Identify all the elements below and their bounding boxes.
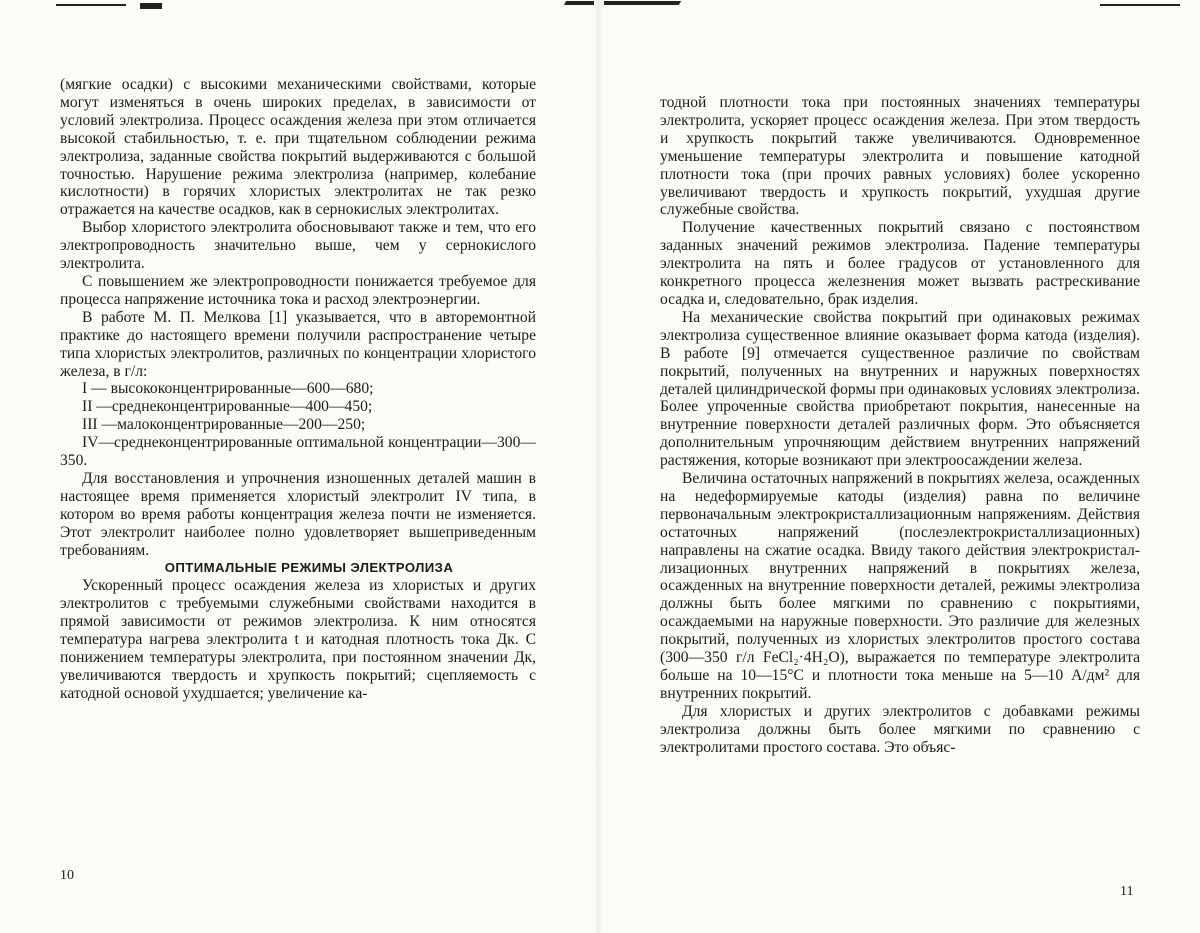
list-item: I — высококонцентрированные—600—680; <box>82 380 374 398</box>
list-item: III —малоконцентрированные—200—250; <box>82 416 366 434</box>
page-number: 10 <box>60 868 74 883</box>
right-text-column <box>660 94 1140 757</box>
body-paragraph: Получение качественных покрытий связано с постоянством заданных значений режимов электролиза. Падение температуры электролита на пять и более градусов от установленного для конкретного процесса железнения может вызвать растрескивание осадка и, следовательно, брак изделия. <box>660 219 1140 308</box>
body-paragraph: Для хлористых и других электролитов с добавками режимы электролиза должны быть более мягкими по сравнению с электролитами простого состава. Это объяс- <box>660 702 1140 756</box>
body-paragraph: Для восстановления и упрочнения изношенных деталей машин в настоящее время применяется хлористый электролит IV типа, в котором во время работы концентрация железа почти не изменяется. Этот электролит наиболее полно удовлетворяет вышеприведенным требованиям. <box>60 469 536 559</box>
list-item: II —среднеконцентрированные—400—450; <box>82 398 373 416</box>
right-page <box>600 0 1200 933</box>
body-paragraph: С повышением же электропроводности понижается требуемое для процесса напряжение источника тока и расход электроэнергии. <box>60 272 536 308</box>
page-number: 11 <box>1120 884 1134 899</box>
body-paragraph: Ускоренный процесс осаждения железа из хлористых и других электролитов с требуемыми служебными свойствами находится в прямой зависимости от режимов электролиза. К ним относятся температура нагрева электролита t и катодная плотность тока Дк. С понижением температуры электролита, при постоянном значении Дк, увеличиваются твердость и хрупкость покрытий; сцепляемость с катодной основой ухудшается; увеличение ка- <box>60 577 536 702</box>
section-heading: ОПТИМАЛЬНЫЕ РЕЖИМЫ ЭЛЕКТРОЛИЗА <box>164 560 454 576</box>
body-paragraph: Выбор хлористого электролита обосновывают также и тем, что его электропроводность значительно выше, чем у сернокислого электролита. <box>60 219 536 273</box>
body-paragraph: (мягкие осадки) с высокими механическими свойствами, которые могут изменяться в очень широких пределах, в зависимости от условий электролиза. Процесс осаждения железа при этом отличается высокой стабильностью, т. е. при тщательном соблюдении режима электролиза, заданные свойства покрытий выдерживаются с большой точностью. Нарушение режима электролиза (например, колебание кислотности) в горячих хлористых электролитах не так резко отражается на качестве осадков, как в сернокислых электролитах. <box>60 76 536 219</box>
body-paragraph: В работе М. П. Мелкова [1] указывается, что в авторемонтной практике до настоящего времени получили распространение четыре типа хлористых электролитов, различных по концентрации хлористого железа, в г/л: <box>60 308 536 380</box>
body-paragraph: На механические свойства покрытий при одинаковых режимах электролиза существенное влияние оказывает форма катода (изделия). В работе [9] отмечается существенное различие по свойствам покрытий, полученных на внутренних и наружных поверхностях деталей цилиндрической формы при одинаковых условиях электролиза. Более упроченные свойства приобретают покрытия, нанесенные на внутренние поверхности деталей различных форм. Это объясняется дополнительным упрочняющим действием внутренних напряжений растяжения, которые возникают при электроосаждении железа. <box>660 308 1140 470</box>
left-text-column <box>60 76 536 703</box>
list-item: IV—среднеконцентрированные оптимальной концентрации—300—350. <box>60 434 536 470</box>
body-paragraph: тодной плотности тока при постоянных значениях температуры электролита, ускоряет процесс осаждения железа. При этом твердость и хрупкость покрытий также увеличиваются. Одновременное уменьшение температуры электролита и повышение катодной плотности тока (при прочих равных условиях) более ускоренно увеличивают твердость и хрупкость покрытий, ухудшая другие служебные свойства. <box>660 94 1140 219</box>
body-paragraph: Величина остаточных напряжений в покрытиях железа, осажденных на недеформируемые катоды (изделия) равна по величине первоначальным электрокристаллизационным напряжениям. Действия остаточных напряжений (послеэлектрокристаллизационных) направлены на сжатие осадка. Ввиду такого действия электрокристаллизационных внутренних напряжений в покрытиях железа, осажденных на внутренние поверхности деталей, режимы электролиза должны быть более мягкими по сравнению с покрытиями, осаждаемыми на наружные поверхности. Это различие для железных покрытий, полученных из хлористых электролитов простого состава (300—350 г/л FeCl₂·4H₂O), выражается по температуре электролита больше на 10—15°С и плотности тока меньше на 5—10 А/дм² для внутренних покрытий. <box>660 470 1140 702</box>
